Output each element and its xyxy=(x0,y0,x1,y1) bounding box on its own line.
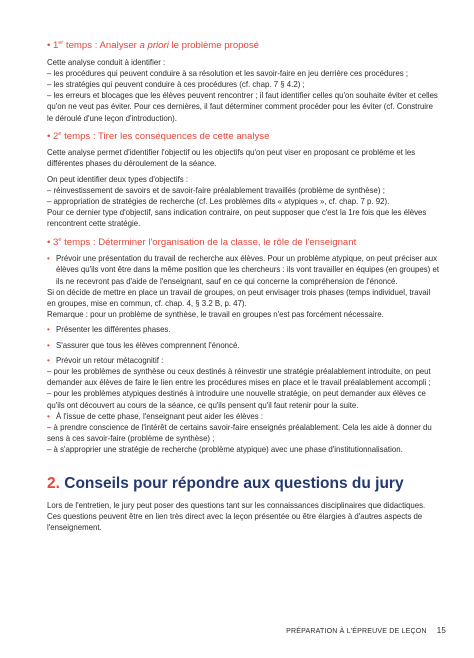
page-number: 15 xyxy=(436,626,446,635)
paragraph: On peut identifier deux types d'objectifs : xyxy=(47,174,189,184)
list-item: – les procédures qui peuvent conduire à sa résolution et les savoir-faire en jeu derrière ces procédures ; xyxy=(47,68,409,78)
heading-bullet: • xyxy=(47,130,51,142)
heading-text: temps : Déterminer l'organisation de la classe, le rôle de l'enseignant xyxy=(61,236,357,248)
list-item: – pour les problèmes atypiques destinés à introduire une nouvelle stratégie, on peut demander aux élèves ce qu'ils ont découvert au cours de la séance, ce qu'ils pensent qu'il faut retenir pour la suite. xyxy=(47,389,426,410)
page-footer xyxy=(0,626,446,635)
paragraph: Pour ce dernier type d'objectif, sans indication contraire, on peut supposer que c'est la 1re fois que les élèves rencontrent cette stratégie. xyxy=(47,208,427,229)
paragraph: Si on décide de mettre en place un travail de groupes, on peut envisager trois phases (temps individuel, travail en groupes, mise en commun, cf. chap. 4, § 3.2 B, p. 47). xyxy=(47,287,431,308)
heading-number: 3 xyxy=(53,236,59,248)
list-item: – les erreurs et blocages que les élèves peuvent rencontrer ; il faut identifier celles qu'on souhaite éviter et celles qu'on ne veut pas éviter. Pour ces dernières, il faut déterminer comment procéder pour les éviter (cf. Construire le déroulé d'une leçon d'introduction). xyxy=(47,91,438,123)
heading-text-end: le problème proposé xyxy=(168,40,259,51)
page-content xyxy=(47,40,439,533)
bullet-item xyxy=(47,253,439,287)
bullet-item xyxy=(47,340,439,351)
chapter-number: 2. xyxy=(47,474,60,492)
heading-number: 1 xyxy=(53,40,59,51)
paragraph: Cette analyse permet d'identifier l'objectif ou les objectifs qu'on peut viser en proposant ce problème et les différentes phases du déroulement de la séance. xyxy=(47,148,416,169)
list-item: – pour les problèmes de synthèse ou ceux destinés à réinvestir une stratégie préalablement introduite, on peut demander aux élèves de faire le lien entre les procédures mises en place et le travail préalablement accompli ; xyxy=(47,366,431,388)
bullet-item xyxy=(47,411,439,422)
running-title: PRÉPARATION À L'ÉPREUVE DE LEÇON xyxy=(286,628,427,635)
bullet-item xyxy=(47,355,439,366)
chapter-title: Conseils pour répondre aux questions du jury xyxy=(59,474,404,492)
heading-superscript: er xyxy=(58,39,64,46)
bullet-icon: • xyxy=(47,325,50,335)
chapter-heading-conseils xyxy=(47,474,439,494)
list-item: – à s'approprier une stratégie de recherche (problème atypique) avec une phase d'institutionnalisation. xyxy=(47,445,403,455)
bullet-text: Présenter les différentes phases. xyxy=(56,325,171,335)
section-heading-temps-3 xyxy=(47,237,439,250)
list-item: – réinvestissement de savoirs et de savoir-faire préalablement travaillés (problème de synthèse) ; xyxy=(47,185,385,195)
bullet-icon: • xyxy=(47,254,50,264)
remark: Remarque : pour un problème de synthèse, le travail en groupes n'est pas forcément nécessaire. xyxy=(47,310,384,320)
bullet-icon: • xyxy=(47,355,50,365)
heading-bullet: • xyxy=(47,236,51,248)
bullet-text: S'assurer que tous les élèves comprennent l'énoncé. xyxy=(56,340,240,350)
bullet-icon: • xyxy=(47,340,50,350)
heading-superscript: e xyxy=(58,130,62,137)
heading-text: temps : Analyser xyxy=(63,40,140,51)
bullet-text: Prévoir un retour métacognitif : xyxy=(56,355,164,365)
heading-italic: a priori xyxy=(139,40,169,51)
bullet-item xyxy=(47,324,439,335)
bullet-text: Prévoir une présentation du travail de recherche aux élèves. Pour un problème atypique, on peut préciser aux élèves qu'ils vont être dans la même position que les chercheurs : ils vont travailler en équipes (en groupes) et ils ne recevront pas d'aide de l'enseignant, sauf en ce qui concerne la compréhension de l'énoncé. xyxy=(56,254,439,286)
list-item: – les stratégies qui peuvent conduire à ces procédures (cf. chap. 7 § 4.2) ; xyxy=(47,79,305,89)
bullet-text: À l'issue de cette phase, l'enseignant peut aider les élèves : xyxy=(56,411,264,421)
heading-text: temps : Tirer les conséquences de cette analyse xyxy=(61,130,270,142)
list-item: – à prendre conscience de l'intérêt de certains savoir-faire enseignés préalablement. Cela les aide à donner du sens à ces savoir-faire (problème de synthèse) ; xyxy=(47,422,432,444)
heading-superscript: e xyxy=(58,236,62,243)
list-item: – appropriation de stratégies de recherche (cf. Les problèmes dits « atypiques », cf. chap. 7 p. 92). xyxy=(47,197,390,207)
paragraph: Lors de l'entretien, le jury peut poser des questions tant sur les connaissances disciplinaires que didactiques. Ces questions peuvent être en lien très direct avec la leçon présentée ou être élargies à d'autres aspects de l'enseignement. xyxy=(47,500,426,532)
heading-bullet: • xyxy=(47,40,51,51)
heading-number: 2 xyxy=(53,130,59,142)
section-heading-temps-2 xyxy=(47,131,439,144)
section-heading-temps-1 xyxy=(47,40,439,53)
paragraph: Cette analyse conduit à identifier : xyxy=(47,57,166,67)
bullet-icon: • xyxy=(47,411,50,421)
